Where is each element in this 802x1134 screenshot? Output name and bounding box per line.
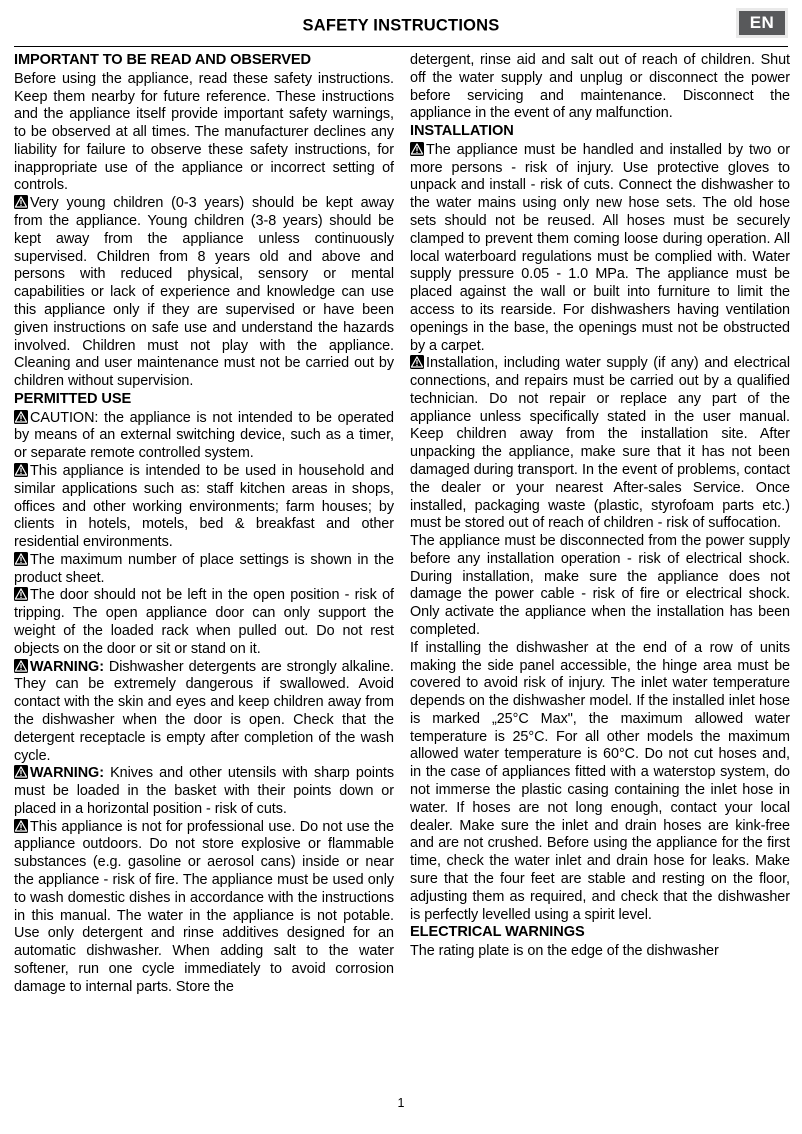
warning-triangle-icon — [410, 142, 424, 156]
paragraph-household-applications — [14, 463, 394, 552]
paragraph-door-open-position — [14, 587, 394, 658]
warning-triangle-icon — [14, 552, 28, 566]
paragraph-place-settings — [14, 552, 394, 588]
paragraph-warning-detergents — [14, 659, 394, 766]
paragraph-text: Installation, including water supply (if any) and electrical connections, and repairs must be carried out by a qualified technician. Do not repair or replace any part of the appliance unless specifically stated in the user manual. Keep children away from the installation site. After unpacking the appliance, make sure that it has not been damaged during transport. In the event of problems, contact the dealer or your nearest After-sales Service. Once installed, packaging waste (plastic, styrofoam parts etc.) must be stored out of reach of children - risk of suffocation. — [410, 355, 790, 532]
paragraph-text: The rating plate is on the edge of the dishwasher — [410, 943, 719, 960]
paragraph-detergent-rinse-aid — [410, 52, 790, 123]
paragraph-warning-knives — [14, 765, 394, 818]
header-divider — [14, 46, 788, 47]
paragraph-handled-and-installed — [410, 142, 790, 355]
paragraph-text: Dishwasher detergents are strongly alkaline. They can be extremely dangerous if swallowed. Avoid contact with the skin and eyes and keep children away from the dishwasher when the door is open. Check that the detergent receptacle is empty after completion of the wash cycle. — [14, 658, 394, 764]
paragraph-text: The door should not be left in the open position - risk of tripping. The open appliance door can only support the weight of the loaded rack when pulled out. Do not rest objects on the door or sit or stand on it. — [14, 587, 394, 657]
heading-important-to-be-read-and-observed: IMPORTANT TO BE READ AND OBSERVED — [14, 52, 311, 68]
warning-triangle-icon — [14, 659, 28, 673]
paragraph-text: Before using the appliance, read these safety instructions. Keep them nearby for future reference. These instructions and the appliance itself provide important safety warnings, to be observed at all times. The manufacturer declines any liability for failure to observe these safety instructions, for inappropriate use of the appliance or incorrect setting of controls. — [14, 70, 394, 194]
paragraph-text: This appliance is not for professional use. Do not use the appliance outdoors. Do not store explosive or flammable substances (e.g. gasoline or aerosol cans) inside or near the appliance - risk of fire. The appliance must be used only to wash domestic dishes in accordance with the instructions in this manual. The water in the appliance is not potable. Use only detergent and rinse additives designed for an automatic dishwasher. When adding salt to the water softener, run one cycle immediately to avoid corrosion damage to internal parts. Store the — [14, 818, 394, 995]
content-columns — [14, 52, 788, 996]
page-number: 1 — [397, 1096, 405, 1110]
paragraph-caution-external-switching — [14, 410, 394, 463]
paragraph-text: detergent, rinse aid and salt out of reach of children. Shut off the water supply and unplug or disconnect the power before servicing and maintenance. Disconnect the appliance in the event of any malfunction. — [410, 52, 790, 122]
warning-triangle-icon — [14, 587, 28, 601]
warning-triangle-icon — [14, 819, 28, 833]
paragraph-text: This appliance is intended to be used in household and similar applications such as: staff kitchen areas in shops, offices and other working environments; farm houses; by clients in hotels, motels, bed & breakfast and other residential environments. — [14, 463, 394, 551]
paragraph-text: The appliance must be handled and installed by two or more persons - risk of injury. Use protective gloves to unpack and install - risk of cuts. Connect the dishwasher to the water mains using only new hose sets. The old hose sets should not be reused. All hoses must be securely clamped to prevent them coming loose during operation. All local waterboard regulations must be complied with. Water supply pressure 0.05 - 1.0 MPa. The appliance must be placed against the wall or built into furniture to limit the access to its rearside. For dishwashers having ventilation openings in the base, the openings must not be obstructed by a carpet. — [410, 141, 790, 354]
page-title: SAFETY INSTRUCTIONS — [302, 16, 500, 35]
paragraph-not-professional-use — [14, 819, 394, 997]
heading-installation: INSTALLATION — [410, 123, 514, 140]
paragraph-text: Very young children (0-3 years) should be kept away from the appliance. Young children (3-8 years) should be kept away from the appliance unless continuously supervised. Children from 8 years old and above and persons with reduced physical, sensory or mental capabilities or lack of experience and knowledge can use this appliance only if they are supervised or have been given instructions on safe use and understand the hazards involved. Children must not play with the appliance. Cleaning and user maintenance must not be carried out by children without supervision. — [14, 195, 394, 390]
warning-triangle-icon — [14, 463, 28, 477]
paragraph-before-using — [14, 71, 394, 195]
paragraph-rating-plate — [410, 943, 790, 961]
paragraph-installation-qualified-technician — [410, 355, 790, 533]
left-column — [14, 52, 394, 996]
warning-triangle-icon — [410, 355, 424, 369]
warning-triangle-icon — [14, 410, 28, 424]
language-badge: EN — [736, 8, 788, 38]
paragraph-text: The appliance must be disconnected from the power supply before any installation operation - risk of electrical shock. During installation, make sure the appliance does not damage the power cable - risk of fire or electrical shock. Only activate the appliance when the installation has been completed. — [410, 533, 790, 639]
paragraph-text: Knives and other utensils with sharp points must be loaded in the basket with their points down or placed in a horizontal position - risk of cuts. — [14, 765, 394, 817]
heading-permitted-use: PERMITTED USE — [14, 390, 132, 407]
paragraph-very-young-children — [14, 195, 394, 391]
paragraph-end-of-row-installation — [410, 640, 790, 925]
warning-triangle-icon — [14, 195, 28, 209]
right-column — [410, 52, 790, 961]
warning-label: WARNING: — [30, 765, 104, 782]
heading-electrical-warnings: ELECTRICAL WARNINGS — [410, 924, 585, 941]
page-header — [14, 0, 788, 46]
paragraph-text: The maximum number of place settings is shown in the product sheet. — [14, 551, 394, 586]
paragraph-text: CAUTION: the appliance is not intended to be operated by means of an external switching device, such as a timer, or separate remote controlled system. — [14, 409, 394, 462]
paragraph-disconnected-from-power — [410, 533, 790, 640]
warning-label: WARNING: — [30, 658, 104, 675]
paragraph-text: If installing the dishwasher at the end of a row of units making the side panel accessible, the hinge area must be covered to avoid risk of injury. The inlet water temperature depends on the dishwasher model. If the installed inlet hose is marked „25°C Max", the maximum allowed water temperature is 25°C. For all other models the maximum allowed water temperature is 60°C. Do not cut hoses and, in the case of appliances fitted with a waterstop system, do not immerse the plastic casing containing the inlet hose in water. If hoses are not long enough, contact your local dealer. Make sure the inlet and drain hoses are kink-free and are not crushed. Before using the appliance for the first time, check the water inlet and drain hose for leaks. Make sure that the four feet are stable and resting on the floor, adjusting them as required, and check that the dishwasher is perfectly levelled using a spirit level. — [410, 639, 790, 923]
warning-triangle-icon — [14, 765, 28, 779]
